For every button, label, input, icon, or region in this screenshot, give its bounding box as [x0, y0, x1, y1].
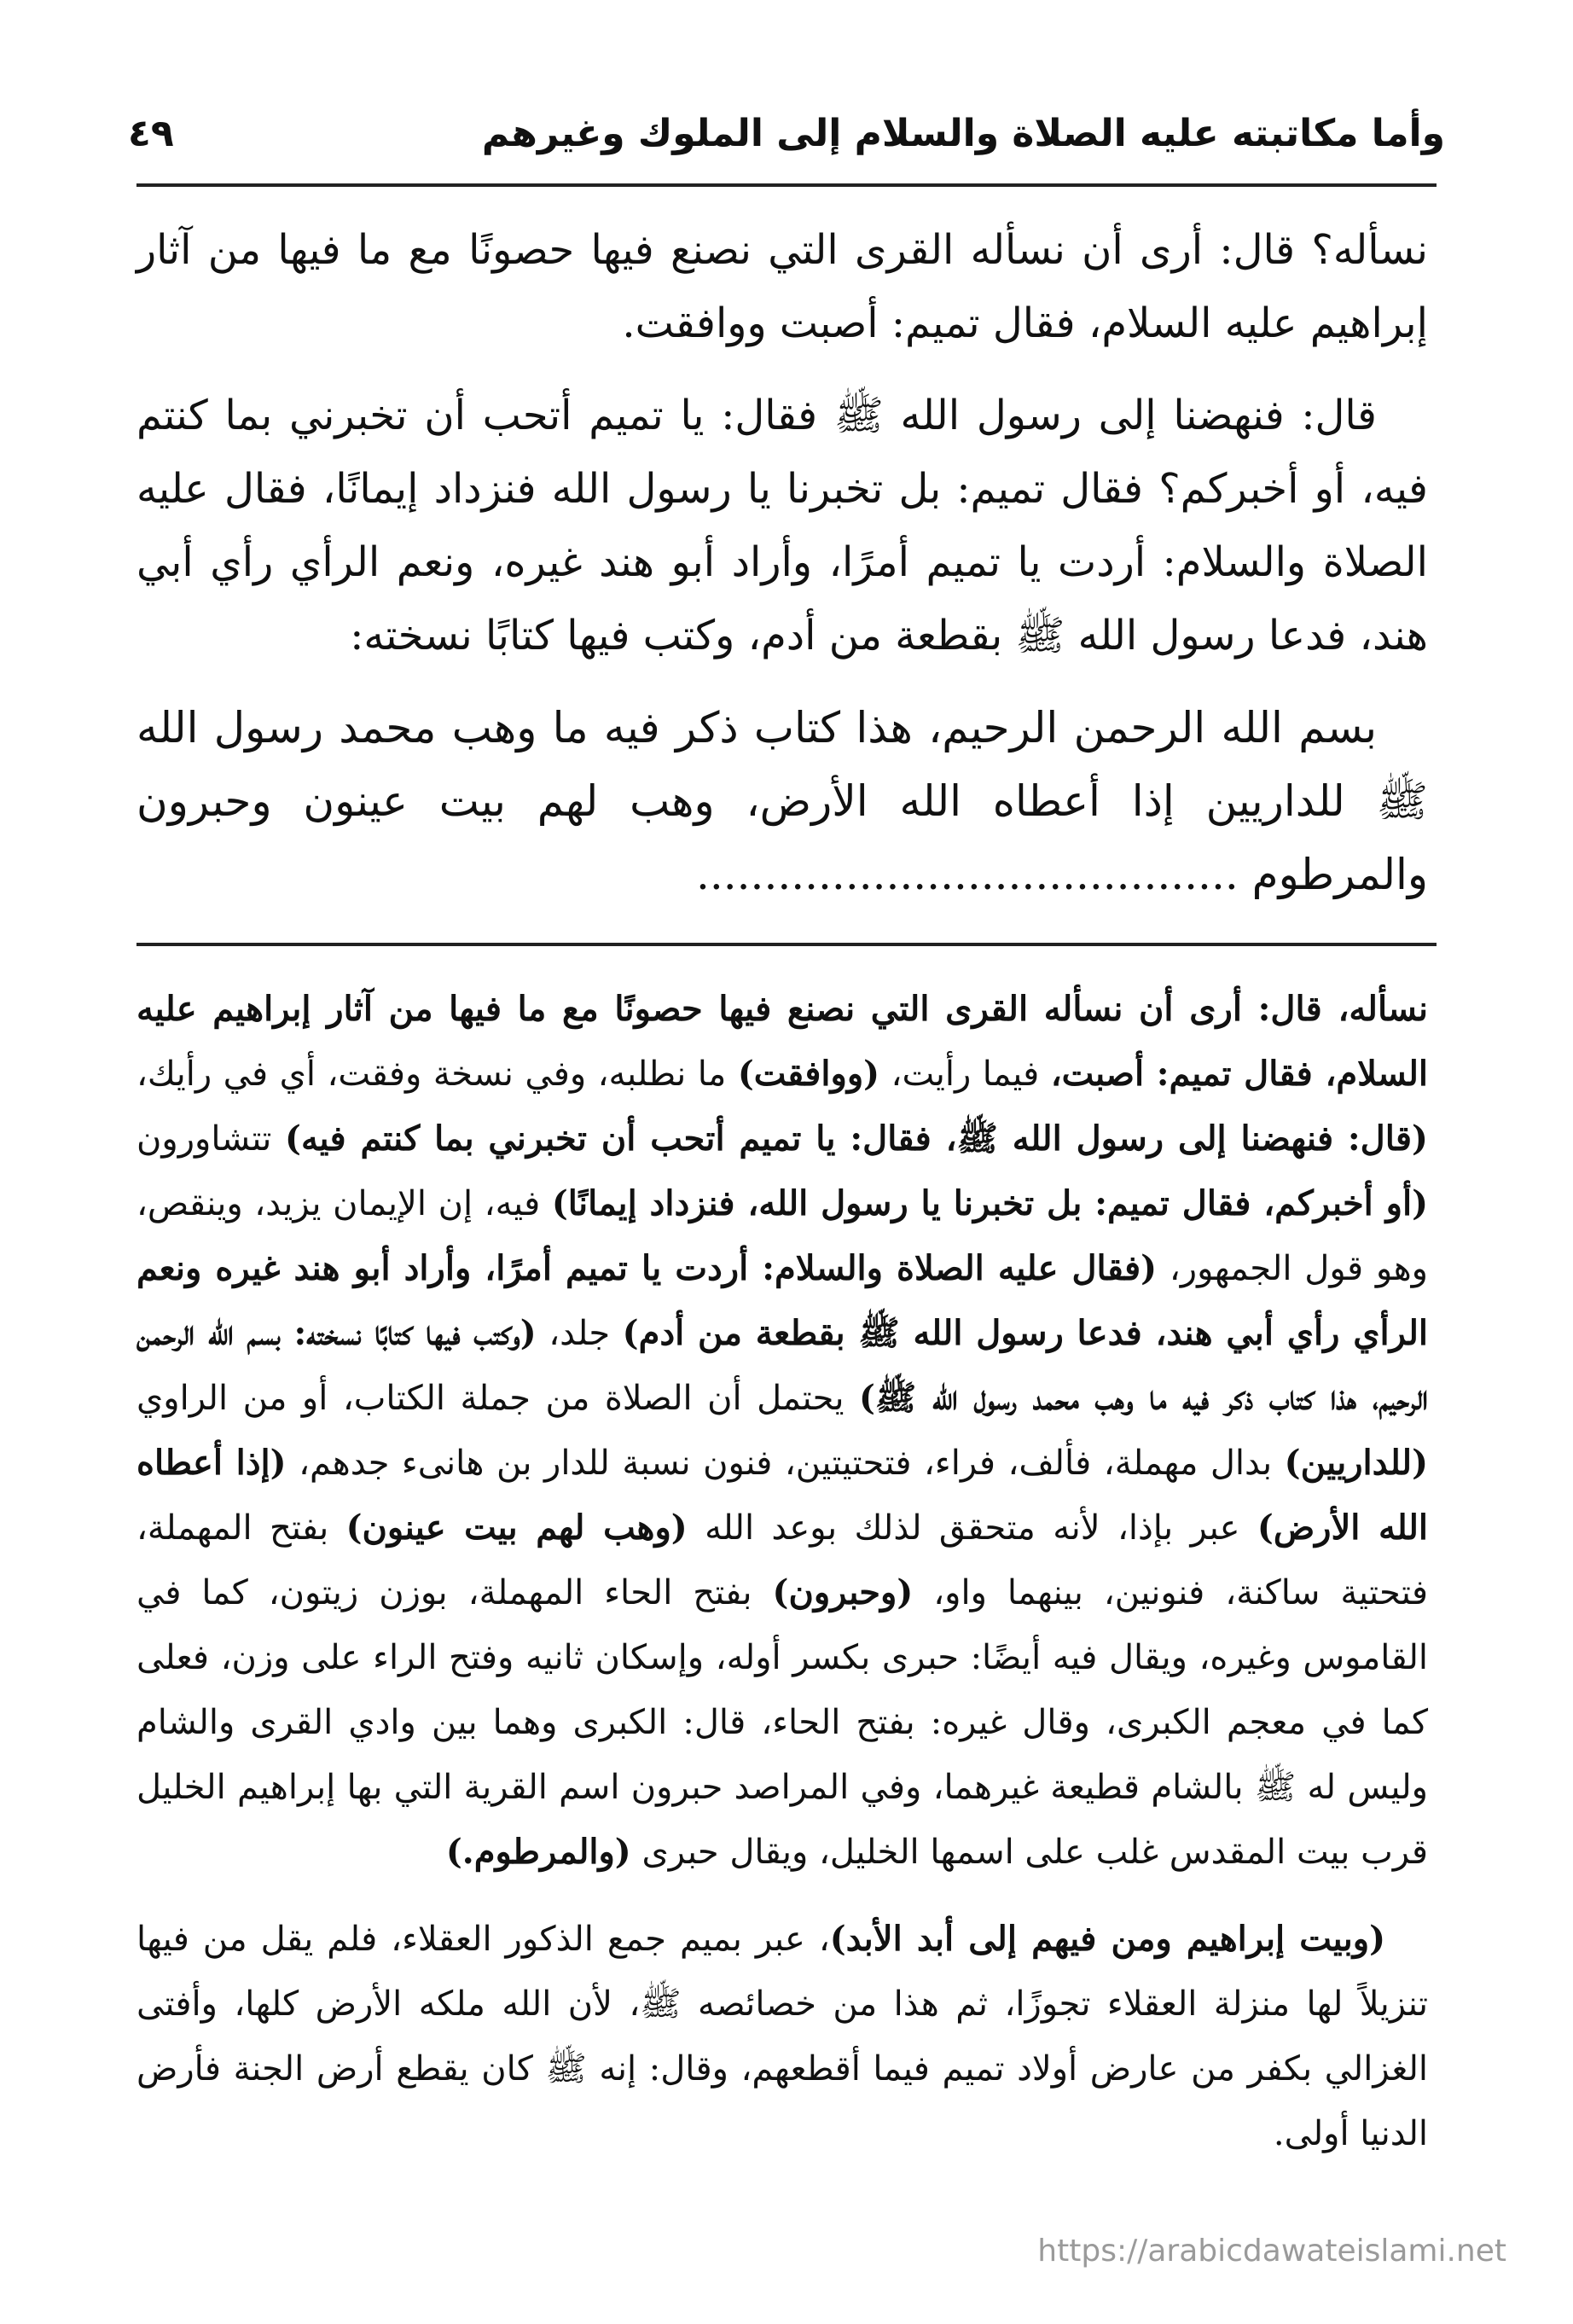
- commentary-segment: يحتمل أن الصلاة من جملة الكتاب، أو من الراوي: [136, 1379, 859, 1418]
- page-header: [128, 78, 1445, 155]
- hadith-paragraph-1: نسأله؟ قال: أرى أن نسأله القرى التي نصنع فيها حصونًا مع ما فيها من آثار إبراهيم عليه السلام، فقال تميم: أصبت ووافقت.: [136, 226, 1429, 347]
- running-title: وأما مكاتبته عليه الصلاة والسلام إلى الملوك وغيرهم: [481, 112, 1445, 155]
- quoted-matn-segment: (إذا أعطاه الله الأرض): [136, 1443, 1428, 1548]
- watermark-url: https://arabicdawateislami.net: [1037, 2234, 1506, 2269]
- commentary-segment: عبر بإذا، لأنه متحقق لذلك بوعد الله: [687, 1508, 1257, 1548]
- commentary-segment: بفتح المهملة، فتحتية ساكنة، فنونين، بينهما واو،: [136, 1508, 1428, 1612]
- quoted-matn-segment: (أو أخبركم، فقال تميم: بل تخبرنا يا رسول الله، فنزداد إيمانًا): [551, 1183, 1428, 1223]
- commentary-segment: فيه، إن الإيمان يزيد، وينقص، وهو قول الجمهور،: [136, 1184, 1429, 1288]
- commentary-paragraph-1: [136, 977, 1428, 1885]
- header-rule: [136, 183, 1437, 187]
- hadith-text: [136, 213, 1428, 911]
- quoted-matn-segment: (وهب لهم بيت عينون): [345, 1508, 688, 1548]
- letter-body: بسم الله الرحمن الرحيم، هذا كتاب ذكر فيه ما وهب محمد رسول الله ﷺ للداريين إذا أعطاه الله الأرض، وهب لهم بيت عينون وحبرون والمرطوم: [136, 703, 1428, 899]
- quoted-matn-segment: (ووافقت): [737, 1054, 880, 1094]
- quoted-matn-segment: نسأله، قال: أرى أن نسأله القرى التي نصنع فيها حصونًا مع ما فيها من آثار إبراهيم عليه السلام، فقال تميم: أصبت،: [136, 989, 1428, 1094]
- quoted-matn-segment: (وكتب فيها كتابًا نسخته: بسم الله الرحمن الرحيم، هذا كتاب ذكر فيه ما وهب محمد رسول الله ﷺ): [136, 1313, 1428, 1418]
- commentary-paragraph-2: [136, 1907, 1428, 2166]
- hadith-letter-text: [136, 691, 1428, 911]
- quoted-matn-segment: (للداريين): [1284, 1443, 1428, 1483]
- quoted-matn-segment: (وبيت إبراهيم ومن فيهم إلى أبد الأبد): [829, 1919, 1386, 1959]
- commentary-segment: بدال مهملة، فألف، فراء، فتحتيتين، فنون نسبة للدار بن هانىء جدهم،: [286, 1444, 1285, 1483]
- commentary-segment: جلد،: [536, 1314, 623, 1353]
- commentary-text: [136, 977, 1428, 2166]
- quoted-matn-segment: (والمرطوم.): [445, 1832, 631, 1872]
- section-rule: [136, 943, 1437, 946]
- commentary-segment: ، عبر بميم جمع الذكور العقلاء، فلم يقل من فيها تنزيلاً لها منزلة العقلاء تجوزًا، ثم هذا من خصائصه ﷺ، لأن الله ملكه الأرض كلها، وأفتى الغزالي بكفر من عارض أولاد تميم فيما أقطعهم، وقال: إنه ﷺ كان يقطع أرض الجنة فأرض الدنيا أولى.: [136, 1920, 1428, 2153]
- commentary-segment: ما نطلبه، وفي نسخة وفقت، أي في رأيك،: [136, 1055, 738, 1094]
- quoted-matn-segment: (فقال عليه الصلاة والسلام: أردت يا تميم أمرًا، وأراد أبو هند غيره ونعم الرأي رأي أبي هند، فدعا رسول الله ﷺ بقطعة من أدم): [136, 1248, 1429, 1353]
- page-number: ٤٩: [128, 112, 174, 155]
- quoted-matn-segment: (وحبرون): [772, 1572, 914, 1612]
- commentary-segment: فيما رأيت،: [879, 1055, 1051, 1094]
- commentary-segment: بفتح الحاء المهملة، بوزن زيتون، كما في القاموس وغيره، ويقال فيه أيضًا: حبرى بكسر أوله، وإسكان ثانيه وفتح الراء على وزن، فعلى كما في معجم الكبرى، وقال غيره: بفتح الحاء، قال: الكبرى وهما بين وادي القرى والشام وليس له ﷺ بالشام قطيعة غيرهما، وفي المراصد حبرون اسم القرية التي بها إبراهيم الخليل قرب بيت المقدس غلب على اسمها الخليل، ويقال حبرى: [136, 1573, 1429, 1872]
- ellipsis-dots: ........................................: [695, 850, 1239, 899]
- hadith-paragraph-2: قال: فنهضنا إلى رسول الله ﷺ فقال: يا تميم أتحب أن تخبرني بما كنتم فيه، أو أخبركم؟ فقال تميم: بل تخبرنا يا رسول الله فنزداد إيمانًا، فقال عليه الصلاة والسلام: أردت يا تميم أمرًا، وأراد أبو هند غيره، ونعم الرأي رأي أبي هند، فدعا رسول الله ﷺ بقطعة من أدم، وكتب فيها كتابًا نسخته:: [136, 392, 1428, 659]
- quoted-matn-segment: (قال: فنهضنا إلى رسول الله ﷺ، فقال: يا تميم أتحب أن تخبرني بما كنتم فيه): [285, 1118, 1428, 1159]
- commentary-segment: تتشاورون: [136, 1119, 286, 1159]
